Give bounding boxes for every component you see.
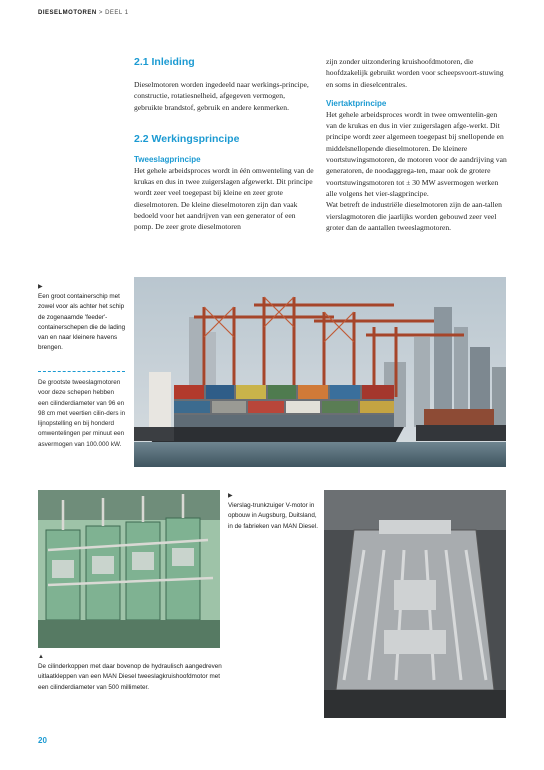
section-title-werkingsprincipe: 2.2 Werkingsprincipe <box>134 132 240 145</box>
cylinder-caption-text: De cilinderkoppen met daar bovenop de hydraulisch aangedreven uitlaatkleppen van een MAN Diesel tweeslagkruishoofdmotor met een cilinderdiameter van 500 millimeter. <box>38 663 222 691</box>
ship-caption-text: Een groot containerschip met zowel voor als achter het schip de zogenaamde 'feeder'-containerschepen die de lading van en naar kleinere havens brengen. <box>38 293 126 352</box>
arrow-right-icon: ▶ <box>228 493 233 499</box>
viertakt-paragraph: Het gehele arbeidsproces wordt in twee omwentelin-gen van de krukas en dus in vier zuigerslagen afge-werkt. Dit principe wordt zeer algemeen toegepast bij snellopende en middelsnellopende dieselmotoren. De kleinere voortstuwingsmotoren, de motoren voor de aandrijving van generatoren, de noodaggrega-ten, maar ook de grotere voortstuwingsmotoren tot ± 30 MW asvermogen werken alle volgens het vier-slagprincipe. <box>326 109 507 198</box>
subheading-viertakt: Viertaktprincipe <box>326 98 387 108</box>
inleiding-paragraph: Dieselmotoren worden ingedeeld naar werkings-principe, constructie, rotatiesnelheid, afgegeven vermogen, gebruikte brandstof, gebruik en andere kenmerken. <box>134 80 309 112</box>
header-part: > DEEL 1 <box>96 10 129 16</box>
running-header <box>38 10 129 16</box>
left-column <box>134 56 314 233</box>
container-ship-photo <box>134 277 506 467</box>
arrow-right-icon: ▶ <box>38 284 43 290</box>
ship-caption <box>38 283 126 354</box>
vmotor-caption <box>228 492 318 532</box>
cylinder-heads-photo <box>38 490 220 648</box>
industrial-paragraph: Wat betreft de industriële dieselmotoren zijn de aan-tallen vierslagmotoren die jaarlijks worden gebouwd zeer veel groter dan de aantallen tweeslagmotoren. <box>326 200 502 232</box>
header-section: DIESELMOTOREN <box>38 10 97 16</box>
section-title-inleiding: 2.1 Inleiding <box>134 56 195 68</box>
tweeslag-paragraph: Het gehele arbeidsproces wordt in één omwenteling van de krukas en dus in twee zuigerslagen afgewerkt. Dit principe wordt zeer veel toegepast bij kleine en zeer grote dieselmotoren. De kleine dieselmotoren zijn dan vaak bedoeld voor het aandrijven van een generator of een pomp. De zeer grote dieselmotoren <box>134 165 314 232</box>
v-motor-photo <box>324 490 506 718</box>
ship-extra-caption <box>38 378 126 450</box>
vmotor-caption-text: Vierslag-trunkzuiger V-motor in opbouw in Augsburg, Duitsland, in de fabrieken van MAN Diesel. <box>228 502 318 530</box>
page-number: 20 <box>38 736 47 745</box>
subheading-tweeslag: Tweeslagprincipe <box>134 154 201 164</box>
ship-extra-text: De grootste tweeslagmotoren voor deze schepen hebben een cilinderdiameter van 96 en 98 cm met veertien cilin-ders in lijnopstelling en bij honderd omwentelingen per minuut een asvermogen van 100.000 kW. <box>38 379 126 448</box>
tweeslag-continued: zijn zonder uitzondering kruishoofdmotoren, die hoofdzakelijk gebruikt worden voor scheepsvoort-stuwing en soms in dieselcentrales. <box>326 57 504 89</box>
cylinder-caption <box>38 653 228 693</box>
arrow-up-icon: ▲ <box>38 654 44 660</box>
right-column <box>326 56 508 233</box>
caption-divider <box>38 371 125 372</box>
